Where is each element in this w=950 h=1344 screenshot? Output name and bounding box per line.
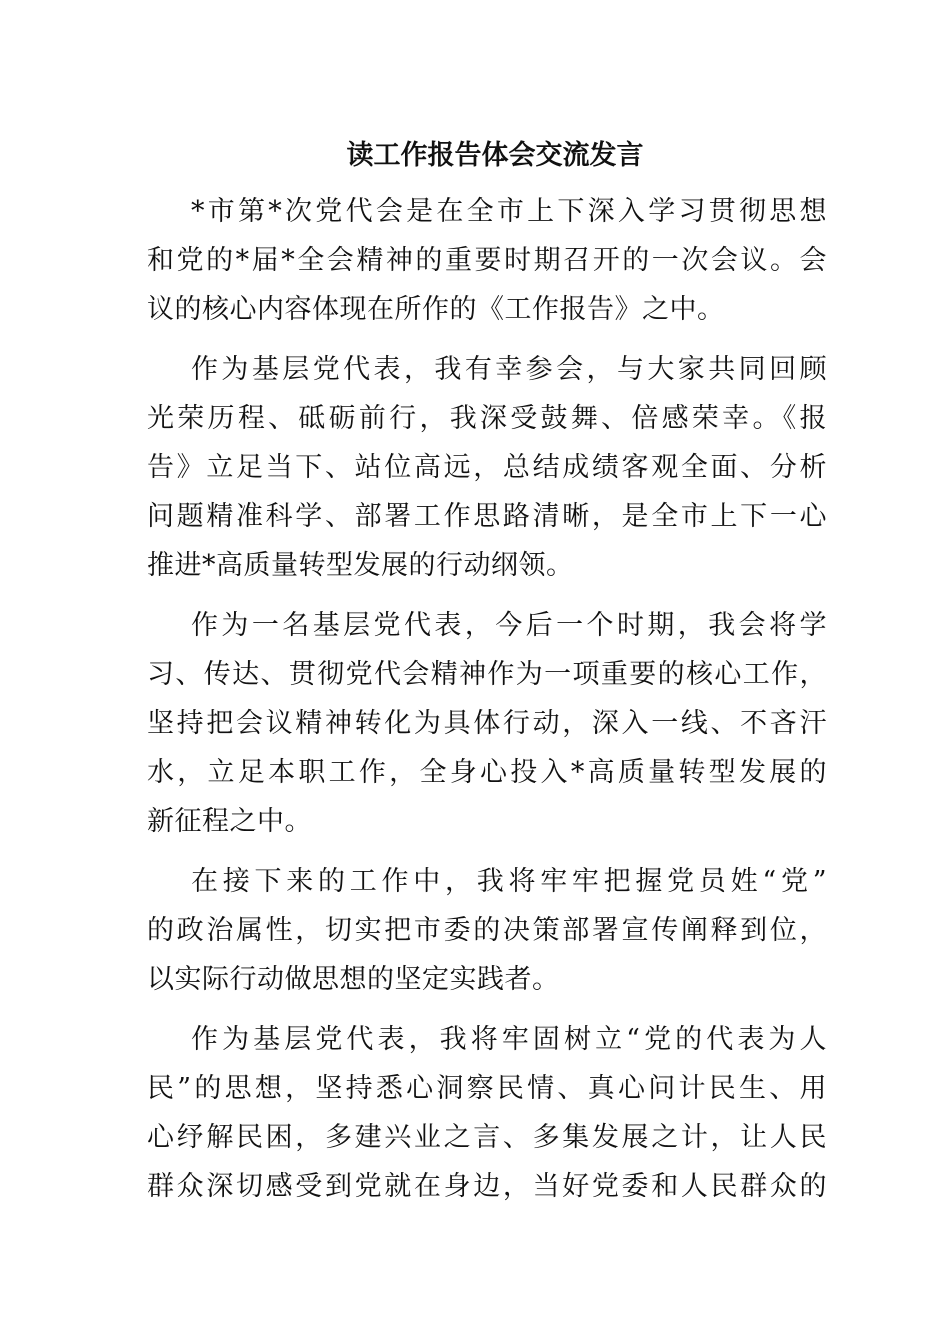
text-line: 民”的思想，坚持悉心洞察民情、真心问计民生、用 — [147, 1073, 827, 1104]
text-line: 新征程之中。 — [147, 806, 312, 837]
text-line: 以实际行动做思想的坚定实践者。 — [147, 964, 560, 995]
text-line: 群众深切感受到党就在身边，当好党委和人民群众的 — [147, 1171, 827, 1202]
paragraph — [147, 187, 827, 334]
paragraph — [147, 345, 827, 590]
text-line: 坚持把会议精神转化为具体行动，深入一线、不吝汗 — [147, 708, 827, 739]
text-line: 议的核心内容体现在所作的《工作报告》之中。 — [147, 294, 725, 325]
text-line: *市第*次党代会是在全市上下深入学习贯彻思想 — [191, 196, 827, 227]
text-line: 光荣历程、砥砺前行，我深受鼓舞、倍感荣幸。《报 — [147, 403, 827, 434]
paragraph — [147, 601, 827, 846]
text-line: 和党的*届*全会精神的重要时期召开的一次会议。会 — [147, 245, 827, 276]
text-line: 习、传达、贯彻党代会精神作为一项重要的核心工作， — [147, 659, 827, 690]
text-line: 在接下来的工作中，我将牢牢把握党员姓“党” — [191, 866, 827, 897]
paragraph — [147, 857, 827, 1004]
document-body — [147, 187, 827, 1222]
text-line: 作为一名基层党代表，今后一个时期，我会将学 — [191, 610, 827, 641]
paragraph — [147, 1015, 827, 1211]
text-line: 水，立足本职工作，全身心投入*高质量转型发展的 — [147, 757, 827, 788]
text-line: 作为基层党代表，我有幸参会，与大家共同回顾 — [191, 354, 827, 385]
text-line: 的政治属性，切实把市委的决策部署宣传阐释到位， — [147, 915, 827, 946]
document-title: 读工作报告体会交流发言 — [346, 140, 644, 171]
text-line: 告》立足当下、站位高远，总结成绩客观全面、分析 — [147, 452, 827, 483]
text-line: 推进*高质量转型发展的行动纲领。 — [147, 550, 574, 581]
text-line: 作为基层党代表，我将牢固树立“党的代表为人 — [191, 1024, 827, 1055]
text-line: 问题精准科学、部署工作思路清晰，是全市上下一心 — [147, 501, 827, 532]
text-line: 心纾解民困，多建兴业之言、多集发展之计，让人民 — [147, 1122, 827, 1153]
